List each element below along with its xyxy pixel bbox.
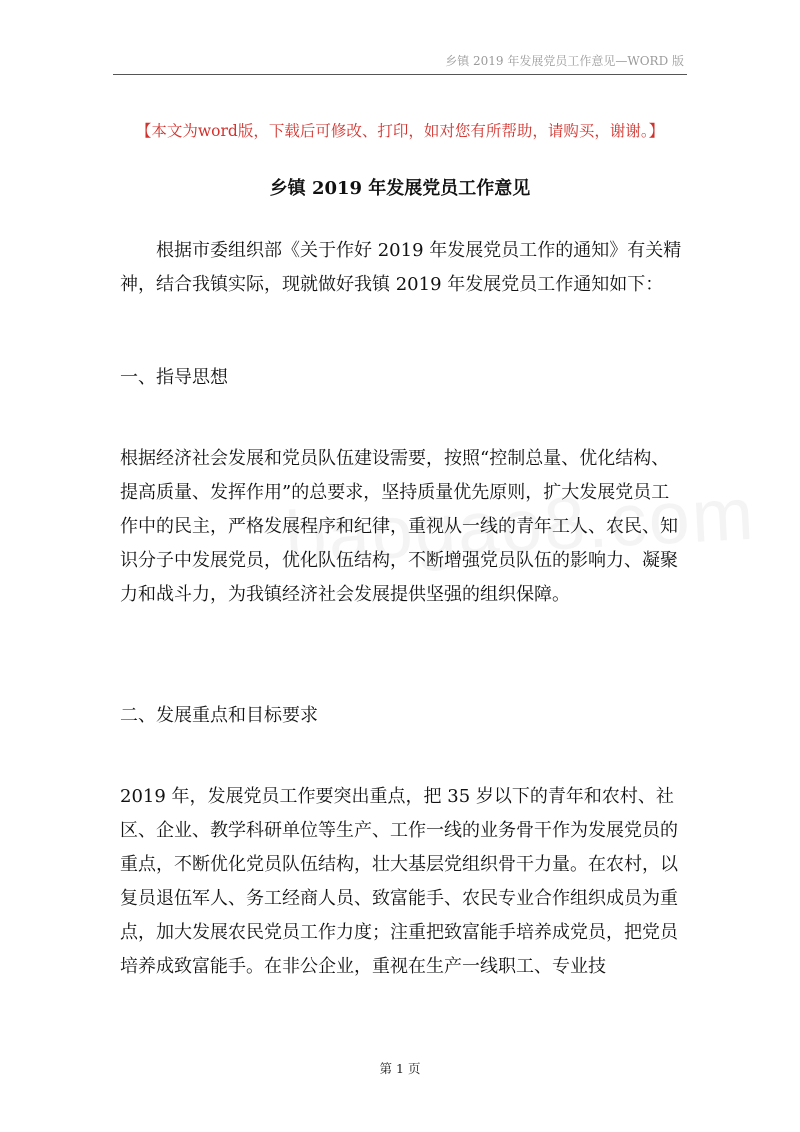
intro-paragraph: 根据市委组织部《关于作好 2019 年发展党员工作的通知》有关精神，结合我镇实际，现就做好我镇 2019 年发展党员工作通知如下： xyxy=(120,240,682,295)
section-heading-guiding-ideology: 一、指导思想 xyxy=(120,367,228,388)
section-paragraph-focus-and-goals: 2019 年，发展党员工作要突出重点，把 35 岁以下的青年和农村、社区、企业、教学科研单位等生产、工作一线的业务骨干作为发展党员的重点，不断优化党员队伍结构，壮大基层党组织骨干力量。在农村，以复员退伍军人、务工经商人员、致富能手、农民专业合作组织成员为重点，加大发展农民党员工作力度；注重把致富能手培养成党员，把党员培养成致富能手。在非公企业，重视在生产一线职工、专业技 xyxy=(120,786,678,977)
purchase-notice: 【本文为word版，下载后可修改、打印，如对您有所帮助，请购买，谢谢。】 xyxy=(135,122,665,140)
running-header: 乡镇 2019 年发展党员工作意见—WORD 版 xyxy=(445,54,684,68)
page-title: 乡镇 2019 年发展党员工作意见 xyxy=(269,178,531,199)
header-divider xyxy=(113,74,687,75)
section-heading-focus-and-goals: 二、发展重点和目标要求 xyxy=(120,705,318,726)
section-paragraph-guiding-ideology: 根据经济社会发展和党员队伍建设需要，按照“控制总量、优化结构、提高质量、发挥作用”的总要求，坚持质量优先原则，扩大发展党员工作中的民主，严格发展程序和纪律，重视从一线的青年工人、农民、知识分子中发展党员，优化队伍结构，不断增强党员队伍的影响力、凝聚力和战斗力，为我镇经济社会发展提供坚强的组织保障。 xyxy=(120,448,678,605)
page-number: 第 1 页 xyxy=(379,1061,421,1076)
